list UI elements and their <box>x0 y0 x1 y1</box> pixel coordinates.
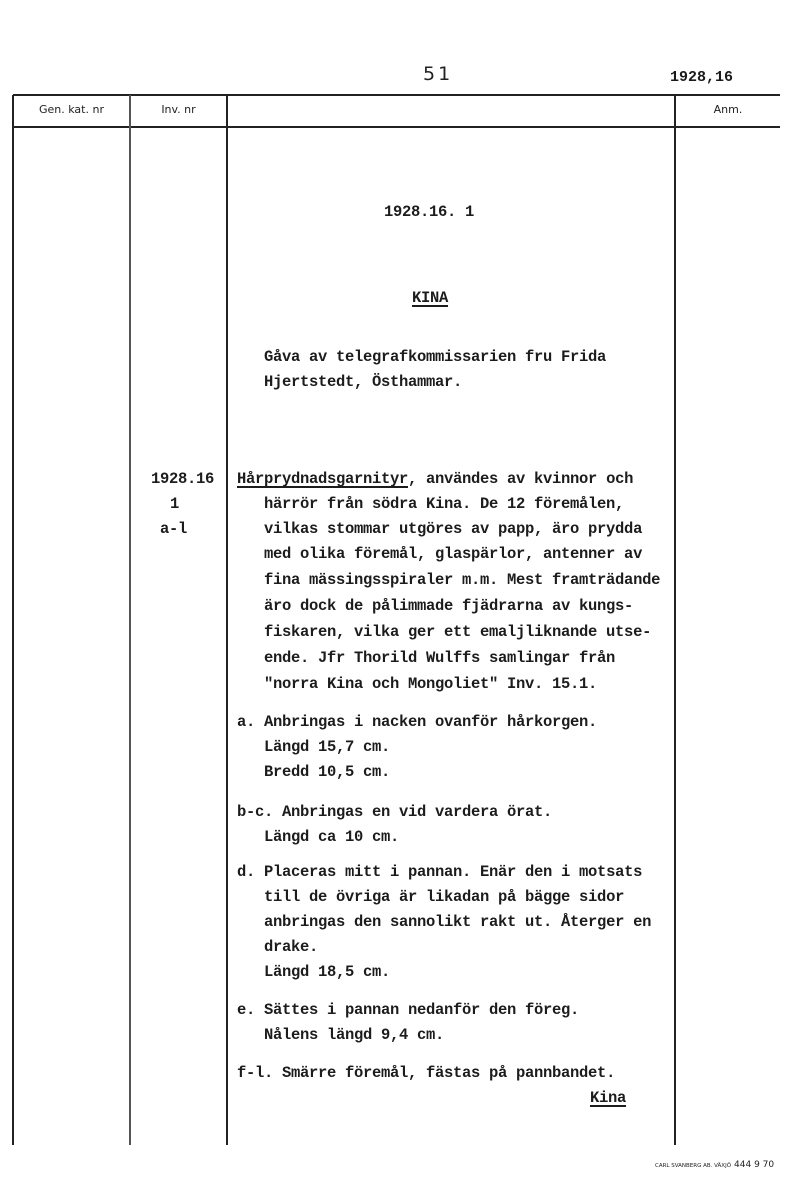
header-anm: Anm. <box>713 103 743 116</box>
inv-nr-line-1: 1928.16 <box>151 470 215 488</box>
column-divider-2 <box>226 95 228 1145</box>
item-d-line: till de övriga är likadan på bägge sidor <box>237 888 625 906</box>
item-e-line: e. Sättes i pannan nedanför den föreg. <box>237 1001 580 1019</box>
description-line: härrör från södra Kina. De 12 föremålen, <box>264 495 625 513</box>
item-d-line: Längd 18,5 cm. <box>237 963 391 981</box>
item-d-line: drake. <box>237 938 319 956</box>
inv-nr-line-3: a-l <box>160 520 188 538</box>
page-number: 51 <box>423 63 454 85</box>
description-line: "norra Kina och Mongoliet" Inv. 15.1. <box>264 675 598 693</box>
description-first-rest: , användes av kvinnor och <box>408 470 634 488</box>
header-inv-nr: Inv. nr <box>161 103 196 116</box>
item-fl-line: f-l. Smärre föremål, fästas på pannbandet. <box>237 1064 616 1082</box>
donation-line-1: Gåva av telegrafkommissarien fru Frida <box>264 348 607 366</box>
description-line: äro dock de pålimmade fjädrarna av kungs- <box>264 597 634 615</box>
description-first-line <box>237 467 633 492</box>
item-bc-line: Längd ca 10 cm. <box>237 828 400 846</box>
description-title: Hårprydnadsgarnityr <box>237 470 409 488</box>
donation-line-2: Hjertstedt, Östhammar. <box>264 373 463 391</box>
description-line: fiskaren, vilka ger ett emaljliknande utse- <box>264 623 652 641</box>
description-line: fina mässingsspiraler m.m. Mest framträdande <box>264 571 661 589</box>
column-divider-left <box>12 95 14 1145</box>
region-heading: KINA <box>412 289 449 307</box>
column-divider-1 <box>129 95 131 1145</box>
inv-nr-line-2: 1 <box>170 495 180 513</box>
description-line: med olika föremål, glaspärlor, antenner av <box>264 545 643 563</box>
column-divider-3 <box>674 95 676 1145</box>
item-bc-line: b-c. Anbringas en vid vardera örat. <box>237 803 553 821</box>
header-gen-kat-nr: Gen. kat. nr <box>39 103 104 116</box>
description-line: vilkas stommar utgöres av papp, äro prydda <box>264 520 643 538</box>
region-footer: Kina <box>590 1089 627 1107</box>
description-line: ende. Jfr Thorild Wulffs samlingar från <box>264 649 616 667</box>
accession-number-top: 1928,16 <box>670 69 734 86</box>
printer-name: CARL SVANBERG AB. VÄXJÖ <box>655 1163 732 1169</box>
item-d-line: d. Placeras mitt i pannan. Enär den i motsats <box>237 863 643 881</box>
printer-imprint <box>655 1160 774 1170</box>
item-a-line: a. Anbringas i nacken ovanför hårkorgen. <box>237 713 598 731</box>
item-e-line: Nålens längd 9,4 cm. <box>237 1026 445 1044</box>
form-code: 444 9 70 <box>734 1160 775 1170</box>
item-a-line: Längd 15,7 cm. <box>237 738 391 756</box>
item-a-line: Bredd 10,5 cm. <box>237 763 391 781</box>
item-d-line: anbringas den sannolikt rakt ut. Återger en <box>237 913 652 931</box>
entry-heading: 1928.16. 1 <box>384 203 475 221</box>
